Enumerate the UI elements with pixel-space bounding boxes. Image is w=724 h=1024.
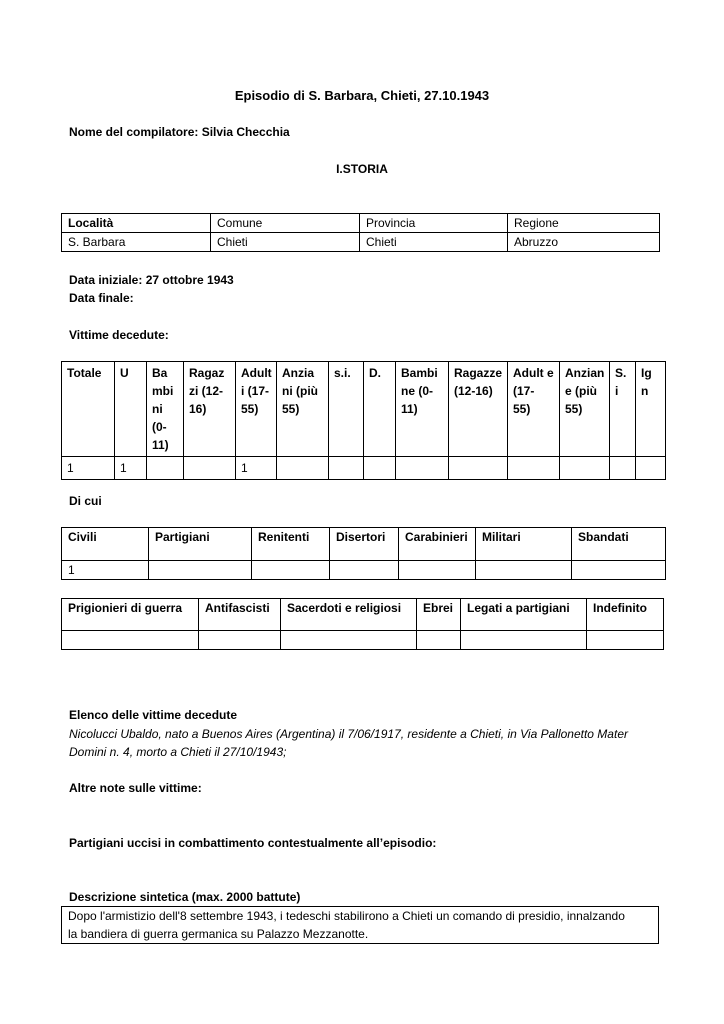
partisans-killed-label: Partigiani uccisi in combattimento contestualmente all’episodio: xyxy=(69,836,437,850)
di-cui-label: Di cui xyxy=(69,494,102,508)
category-header-militari: Militari xyxy=(476,528,572,561)
category-value-sbandati xyxy=(572,561,666,580)
category-value-militari xyxy=(476,561,572,580)
categories-table-1 xyxy=(61,527,666,580)
category-header-renitenti: Renitenti xyxy=(252,528,330,561)
victims-value-row xyxy=(62,457,666,480)
location-value-provincia: Chieti xyxy=(360,233,508,252)
victims-list-line-1: Nicolucci Ubaldo, nato a Buenos Aires (Argentina) il 7/06/1917, residente a Chieti, in Via Pallonetto Mater xyxy=(69,727,628,741)
categories-table-2 xyxy=(61,598,664,650)
category-value-carabinieri xyxy=(399,561,476,580)
victims-header-row xyxy=(62,362,666,457)
category-header-prigionieri: Prigionieri di guerra xyxy=(62,599,199,631)
victims-header-bambini: Ba mbi ni (0- 11) xyxy=(147,362,184,457)
location-header-localita: Località xyxy=(62,214,211,233)
location-table xyxy=(61,213,660,252)
victims-header-adulte: Adult e (17- 55) xyxy=(508,362,560,457)
category-value-ebrei xyxy=(417,631,461,650)
category-value-prigionieri xyxy=(62,631,199,650)
category-header-antifascisti: Antifascisti xyxy=(199,599,281,631)
victims-header-si: s.i. xyxy=(329,362,364,457)
victims-table xyxy=(61,361,666,480)
victims-value-ign xyxy=(636,457,666,480)
victims-value-adulti: 1 xyxy=(236,457,277,480)
victims-label: Vittime decedute: xyxy=(69,328,169,342)
category-header-sbandati: Sbandati xyxy=(572,528,666,561)
victims-header-totale: Totale xyxy=(62,362,115,457)
victims-header-uomini: U xyxy=(115,362,147,457)
location-value-row xyxy=(62,233,660,252)
victims-list-label: Elenco delle vittime decedute xyxy=(69,708,238,722)
category-header-indefinito: Indefinito xyxy=(587,599,664,631)
category-header-civili: Civili xyxy=(62,528,149,561)
victims-header-anziani: Anzia ni (più 55) xyxy=(277,362,329,457)
victims-value-uomini: 1 xyxy=(115,457,147,480)
victims-value-si xyxy=(329,457,364,480)
page-title: Episodio di S. Barbara, Chieti, 27.10.1943 xyxy=(234,88,490,103)
category-header-legati: Legati a partigiani xyxy=(461,599,587,631)
end-date: Data finale: xyxy=(69,291,134,305)
location-value-localita: S. Barbara xyxy=(62,233,211,252)
category-value-disertori xyxy=(330,561,399,580)
victims-header-ragazzi: Ragaz zi (12- 16) xyxy=(184,362,236,457)
victims-header-ign: Ig n xyxy=(636,362,666,457)
victims-value-bambini xyxy=(147,457,184,480)
category-value-sacerdoti xyxy=(281,631,417,650)
victims-value-ragazzi xyxy=(184,457,236,480)
categories2-value-row xyxy=(62,631,664,650)
victims-value-bambine xyxy=(396,457,449,480)
other-notes-label: Altre note sulle vittime: xyxy=(69,781,202,795)
category-value-antifascisti xyxy=(199,631,281,650)
compiler-name: Nome del compilatore: Silvia Checchia xyxy=(69,125,290,139)
victims-header-adulti: Adult i (17- 55) xyxy=(236,362,277,457)
category-header-ebrei: Ebrei xyxy=(417,599,461,631)
location-value-regione: Abruzzo xyxy=(508,233,660,252)
location-header-regione: Regione xyxy=(508,214,660,233)
victims-value-anziani xyxy=(277,457,329,480)
victims-header-anziane: Anzian e (più 55) xyxy=(560,362,610,457)
description-line-1: Dopo l'armistizio dell'8 settembre 1943, i tedeschi stabilirono a Chieti un comando di presidio, innalzando xyxy=(68,909,625,923)
category-value-civili: 1 xyxy=(62,561,149,580)
victims-value-si-f xyxy=(610,457,636,480)
categories2-header-row xyxy=(62,599,664,631)
victims-value-adulte xyxy=(508,457,560,480)
category-value-renitenti xyxy=(252,561,330,580)
description-label: Descrizione sintetica (max. 2000 battute) xyxy=(69,890,301,904)
description-box xyxy=(61,906,659,944)
location-header-provincia: Provincia xyxy=(360,214,508,233)
category-value-legati xyxy=(461,631,587,650)
victims-value-donne xyxy=(364,457,396,480)
victims-header-ragazze: Ragazze (12-16) xyxy=(449,362,508,457)
categories1-header-row xyxy=(62,528,666,561)
start-date: Data iniziale: 27 ottobre 1943 xyxy=(69,273,234,287)
category-value-indefinito xyxy=(587,631,664,650)
category-header-sacerdoti: Sacerdoti e religiosi xyxy=(281,599,417,631)
victims-header-donne: D. xyxy=(364,362,396,457)
category-header-carabinieri: Carabinieri xyxy=(399,528,476,561)
description-line-2: la bandiera di guerra germanica su Palazzo Mezzanotte. xyxy=(68,927,369,941)
location-header-row xyxy=(62,214,660,233)
section-title: I.STORIA xyxy=(336,162,388,176)
victims-list-line-2: Domini n. 4, morto a Chieti il 27/10/1943; xyxy=(69,745,287,759)
category-header-partigiani: Partigiani xyxy=(149,528,252,561)
victims-header-bambine: Bambi ne (0- 11) xyxy=(396,362,449,457)
location-header-comune: Comune xyxy=(211,214,360,233)
victims-value-ragazze xyxy=(449,457,508,480)
victims-value-anziane xyxy=(560,457,610,480)
victims-header-si-f: S. i xyxy=(610,362,636,457)
victims-value-totale: 1 xyxy=(62,457,115,480)
location-value-comune: Chieti xyxy=(211,233,360,252)
categories1-value-row xyxy=(62,561,666,580)
category-value-partigiani xyxy=(149,561,252,580)
category-header-disertori: Disertori xyxy=(330,528,399,561)
